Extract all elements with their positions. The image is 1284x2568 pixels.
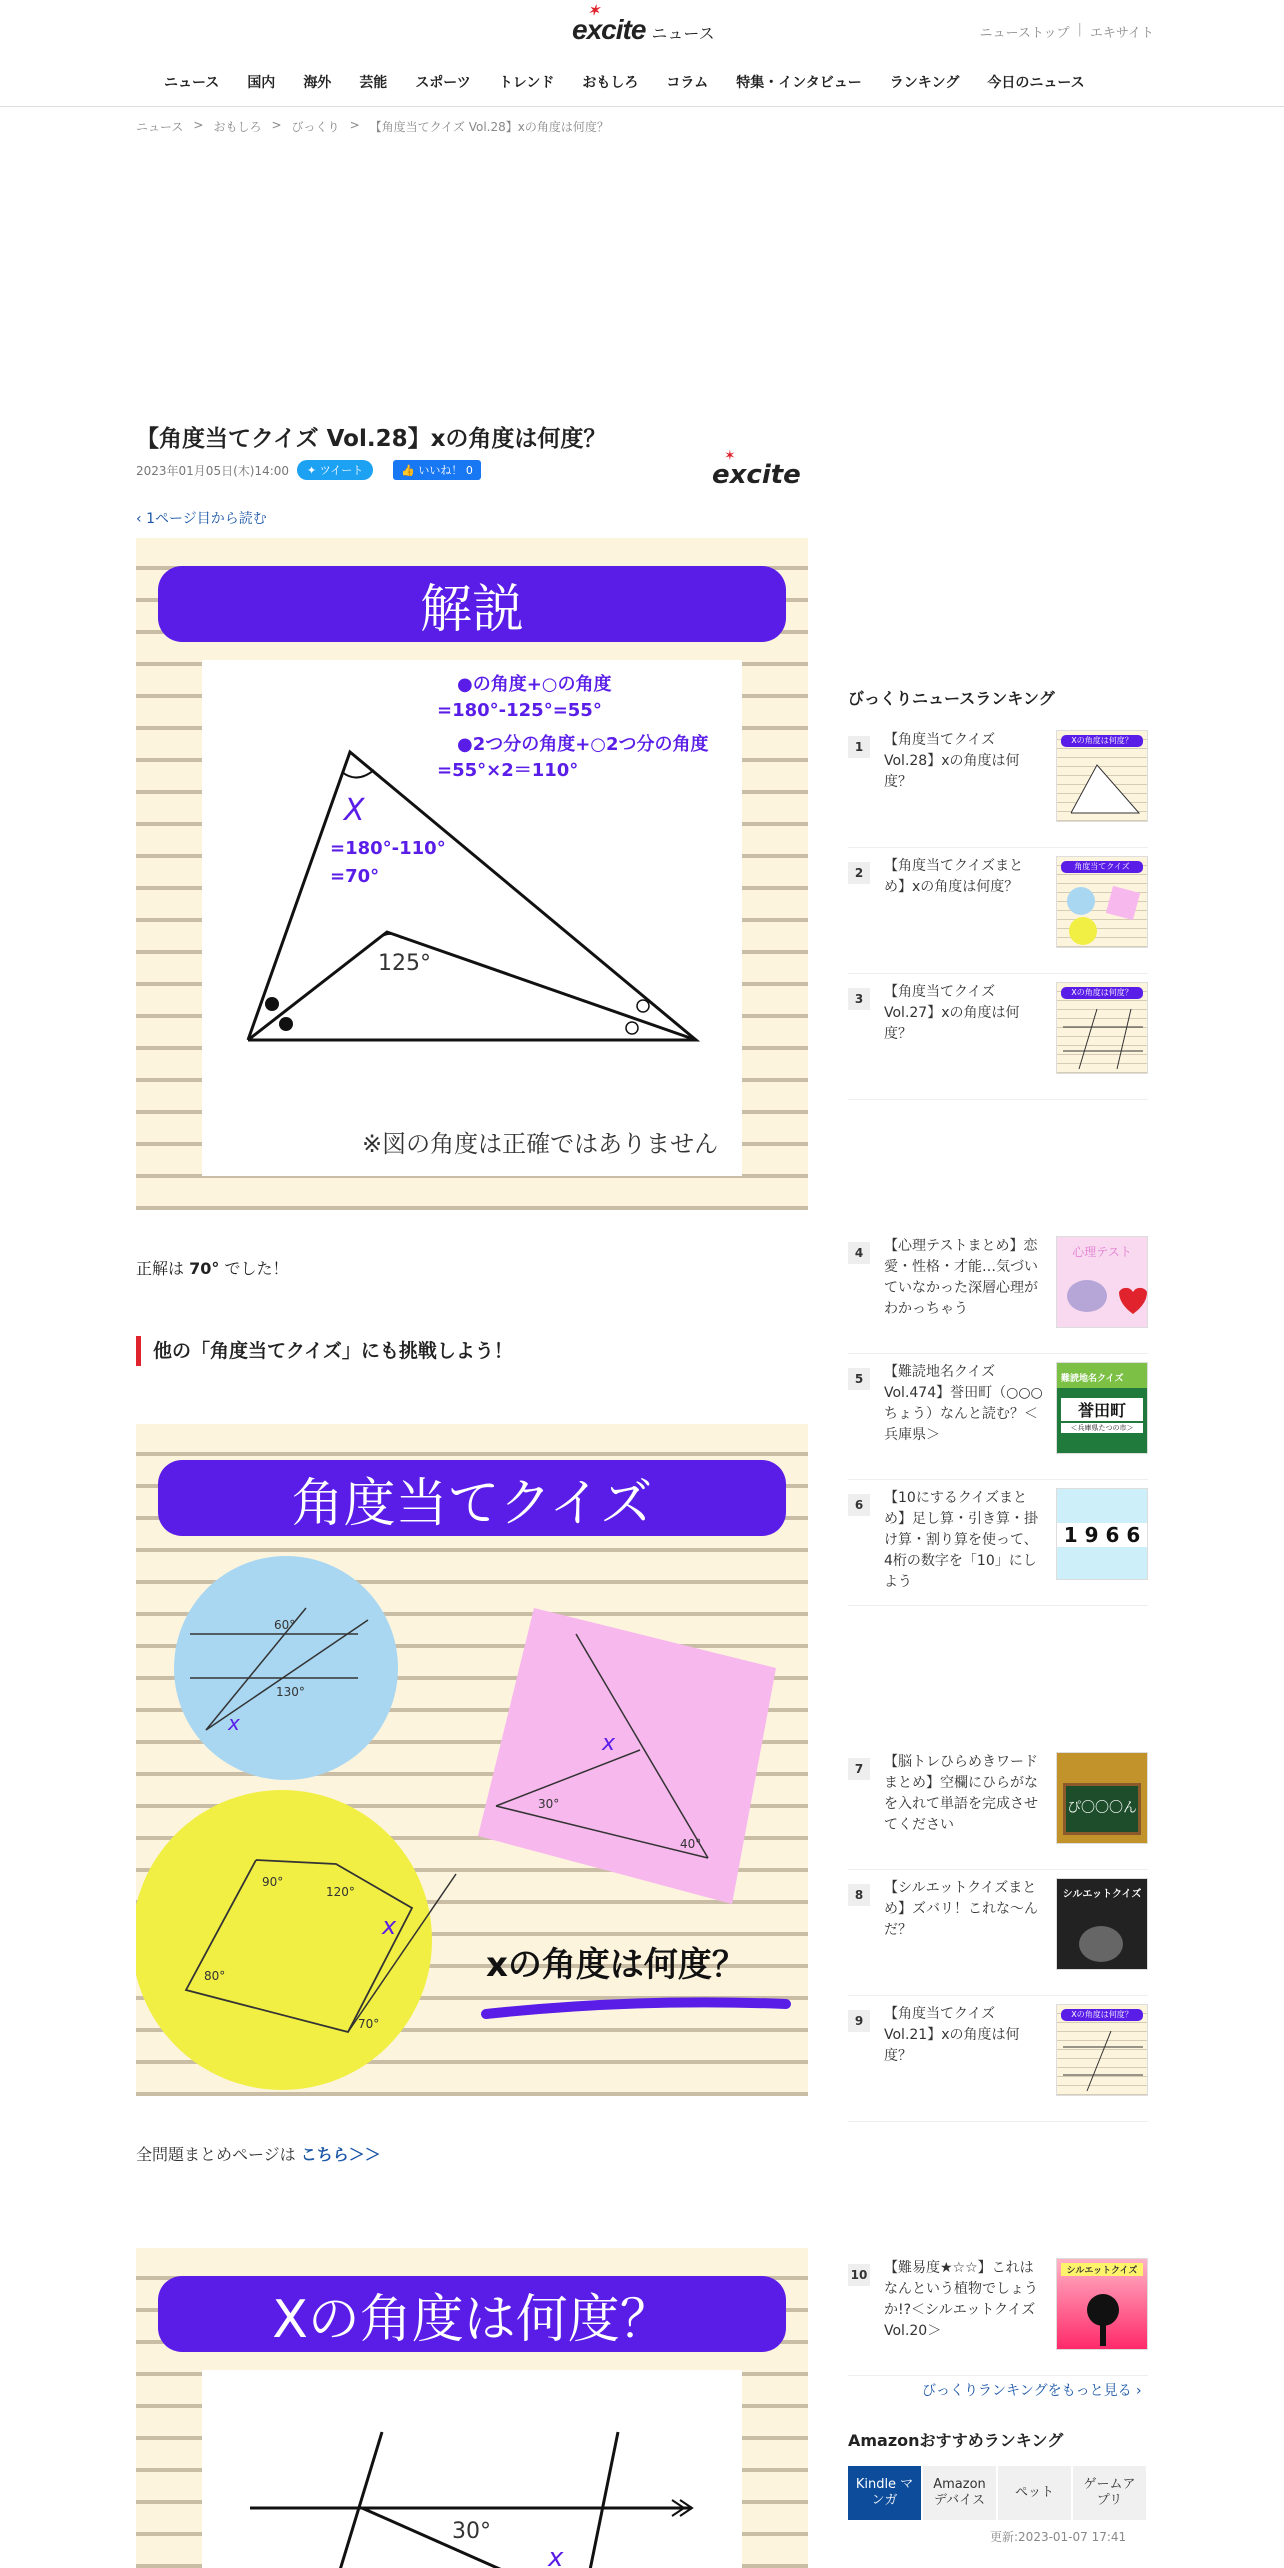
quiz-diagram (202, 2370, 742, 2568)
angle-arc-125 (374, 934, 402, 942)
ranking-item[interactable] (848, 2004, 1148, 2122)
dot-mark-2 (279, 1017, 293, 1031)
pink-square (478, 1608, 776, 1904)
angle-70-label: 70° (358, 2017, 380, 2031)
rank-thumbnail (1056, 2004, 1148, 2096)
quiz-caption: xの角度は何度？ (486, 1945, 746, 1985)
breadcrumb-sep: > (349, 118, 360, 132)
tab-pets[interactable]: ペット (998, 2466, 1073, 2520)
caption-underline (486, 2002, 786, 2014)
tab-amazon-devices[interactable]: Amazonデバイス (923, 2466, 998, 2520)
rank-title: 【角度当てクイズまとめ】xの角度は何度？ (884, 858, 1024, 895)
x-calc-2: =70° (330, 866, 380, 887)
article-meta (136, 460, 481, 480)
image-banner (158, 566, 786, 642)
chevron-right-icon: › (1131, 2383, 1142, 2399)
nav-item-entertainment[interactable]: 芸能 (359, 75, 388, 91)
answer-value: 70° (189, 1259, 220, 1278)
ranking-item[interactable] (848, 1488, 1148, 1606)
triangle-diagram (202, 660, 742, 1176)
angle-120-label: 120° (326, 1885, 355, 1899)
logo-sub: ニュース (651, 23, 715, 43)
tweet-button[interactable] (297, 460, 373, 480)
thumb-badge: 難読地名クイズ (1057, 1363, 1147, 1388)
nav-item-world[interactable]: 海外 (303, 75, 332, 91)
nav-item-news[interactable]: ニュース (164, 75, 220, 91)
updated-timestamp: 更新:2023-01-07 17:41 (990, 2530, 1127, 2544)
x-label: X (344, 793, 365, 828)
all-questions-text (136, 2142, 381, 2165)
rank-thumbnail (1056, 1878, 1148, 1970)
diagram-panel (202, 660, 742, 1176)
brain-heart-icon (1057, 1260, 1147, 1320)
breadcrumb-sep: > (271, 118, 282, 132)
breadcrumb-item[interactable]: おもしろ (213, 120, 262, 134)
ranking-item[interactable] (848, 1878, 1148, 1996)
explain-line-4: =55°×2＝110° (437, 760, 579, 781)
explain-line-1: ●の角度+○の角度 (457, 674, 612, 695)
amazon-tabs (848, 2466, 1148, 2520)
rank-thumbnail (1056, 2258, 1148, 2350)
diagram-panel (202, 2370, 742, 2568)
rank-number: 5 (848, 1368, 870, 1390)
thumb-banner: Xの角度は何度？ (1061, 987, 1143, 999)
article-logo (712, 448, 801, 490)
silhouette-icon (1057, 1900, 1147, 1970)
like-button[interactable] (393, 460, 481, 480)
nav-item-sports[interactable]: スポーツ (415, 75, 471, 91)
answer-text (136, 1256, 288, 1279)
rank-title: 【難易度★☆☆】これはなんという植物でしょうか!?＜シルエットクイズ Vol.20＞ (884, 2260, 1038, 2339)
rank-title: 【角度当てクイズ Vol.21】xの角度は何度？ (884, 2006, 1020, 2064)
ranking-item[interactable] (848, 2258, 1148, 2376)
rank-number: 1 (848, 736, 870, 758)
x-label: x (548, 2543, 564, 2568)
breadcrumb-item[interactable]: ニュース (136, 120, 184, 134)
thumb-silhouette-label: シルエットクイズ (1062, 1889, 1142, 1900)
thumbs-up-icon: 👍 (401, 464, 419, 477)
nav-item-today[interactable]: 今日のニュース (987, 75, 1085, 91)
x-label-c: x (382, 1912, 397, 1940)
angle-30-label: 30° (452, 2519, 491, 2544)
chevron-left-icon: ‹ (136, 511, 147, 527)
banner-text: 角度当てクイズ (291, 1473, 653, 1534)
angle-30-label: 30° (538, 1797, 560, 1811)
ranking-item[interactable] (848, 856, 1148, 974)
angle-arc-x (342, 770, 374, 778)
nav-item-funny[interactable]: おもしろ (582, 75, 639, 91)
breadcrumb (136, 118, 609, 135)
site-header (0, 0, 1284, 107)
thumb-label: 心理テスト (1072, 1245, 1132, 1259)
top-links (980, 22, 1154, 41)
plant-silhouette-icon (1057, 2280, 1147, 2350)
rank-title: 【シルエットクイズまとめ】ズバリ！これな〜んだ？ (884, 1880, 1038, 1938)
next-quiz-image (136, 2248, 808, 2568)
thumb-triangle (1057, 751, 1147, 821)
yellow-circle (136, 1790, 432, 2090)
logo-text: excite (572, 14, 646, 45)
global-nav (150, 72, 1099, 92)
back-to-page1-link[interactable] (136, 508, 267, 528)
tweet-label: ツイート (319, 464, 364, 477)
angle-40-label: 40° (680, 1837, 702, 1851)
thumb-lines (1057, 1003, 1147, 1073)
excite-link[interactable]: エキサイト (1089, 26, 1154, 41)
more-ranking-link[interactable] (922, 2380, 1142, 2400)
rank-title: 【角度当てクイズ Vol.28】xの角度は何度？ (884, 732, 1020, 790)
breadcrumb-current: 【角度当てクイズ Vol.28】xの角度は何度？ (369, 120, 609, 134)
rank-number: 9 (848, 2010, 870, 2032)
rank-number: 3 (848, 988, 870, 1010)
amazon-ranking-title: Amazonおすすめランキング (848, 2431, 1064, 2450)
all-questions-link[interactable]: こちら＞＞ (300, 2145, 381, 2164)
quiz-collection-illustration (136, 1424, 808, 2096)
back-link-label: 1ページ目から読む (146, 511, 267, 527)
breadcrumb-item[interactable]: びっくり (291, 120, 340, 134)
nav-item-feature[interactable]: 特集・インタビュー (736, 75, 862, 91)
rank-thumbnail (1056, 856, 1148, 948)
ranking-item[interactable] (848, 1362, 1148, 1480)
explain-line-3: ●2つ分の角度+○2つ分の角度 (457, 734, 709, 755)
thumb-digits: 1 9 6 6 (1057, 1523, 1147, 1547)
thumb-banner: 角度当てクイズ (1061, 861, 1143, 873)
rank-number: 10 (848, 2264, 870, 2286)
answer-suffix: でした！ (224, 1259, 289, 1278)
angle-125-label: 125° (378, 951, 431, 976)
rank-title: 【10にするクイズまとめ】足し算・引き算・掛け算・割り算を使って、4桁の数字を「10」にしよう (884, 1490, 1038, 1590)
thumb-banner: Xの角度は何度？ (1061, 2009, 1143, 2021)
ranking-item[interactable] (848, 1752, 1148, 1870)
breadcrumb-sep: > (193, 118, 204, 132)
more-ranking-label: びっくりランキングをもっと見る (922, 2383, 1132, 2399)
nav-item-trend[interactable]: トレンド (498, 75, 555, 91)
ranking-item[interactable] (848, 730, 1148, 848)
all-link-prefix: 全問題まとめページは (136, 2145, 296, 2164)
article-logo-text: excite (712, 460, 801, 490)
dot-mark-1 (265, 997, 279, 1011)
x-calc-1: =180°-110° (330, 838, 446, 859)
rank-thumbnail (1056, 1488, 1148, 1580)
logo-spark-icon: ✶ (588, 2, 599, 18)
thumb-pref: ＜兵庫県たつの市＞ (1061, 1423, 1143, 1433)
section-heading: 他の「角度当てクイズ」にも挑戦しよう！ (136, 1336, 513, 1366)
angle-130-label: 130° (276, 1685, 305, 1699)
like-label: いいね！ 0 (418, 464, 473, 477)
quiz-collection-image[interactable] (136, 1424, 808, 2096)
article-date: 2023年01月05日(木)14:00 (136, 463, 290, 478)
angle-80-label: 80° (204, 1969, 226, 1983)
nav-item-domestic[interactable]: 国内 (247, 75, 276, 91)
ranking-item[interactable] (848, 1236, 1148, 1354)
rank-thumbnail (1056, 730, 1148, 822)
thumb-lines (1057, 2025, 1147, 2095)
diagram-note: ※図の角度は正確ではありません (362, 1130, 719, 1158)
rank-number: 2 (848, 862, 870, 884)
outer-triangle (248, 752, 696, 1040)
x-label-a: x (228, 1711, 240, 1735)
rank-number: 8 (848, 1884, 870, 1906)
article-title: 【角度当てクイズ Vol.28】xの角度は何度？ (136, 426, 607, 452)
thumb-word: ぴ〇〇〇ん (1067, 1800, 1137, 1816)
angle-60-label: 60° (274, 1618, 296, 1632)
thumb-banner: Xの角度は何度？ (1061, 735, 1143, 747)
circle-mark-1 (637, 1000, 649, 1012)
rank-title: 【難読地名クイズ Vol.474】誉田町（○○○ちょう）なんと読む？＜兵庫県＞ (884, 1364, 1043, 1443)
rank-number: 4 (848, 1242, 870, 1264)
image-banner (158, 2276, 786, 2352)
rank-thumbnail (1056, 1236, 1148, 1328)
rank-title: 【角度当てクイズ Vol.27】xの角度は何度？ (884, 984, 1020, 1042)
news-top-link[interactable]: ニューストップ (979, 26, 1070, 41)
ranking-item[interactable] (848, 982, 1148, 1100)
rank-number: 7 (848, 1758, 870, 1780)
tab-kindle-manga[interactable]: Kindle マンガ (848, 2466, 923, 2520)
ranking-title: びっくりニュースランキング (848, 689, 1055, 708)
banner-text: Xの角度は何度？ (272, 2289, 672, 2350)
explanation-image (136, 538, 808, 1210)
angle-90-label: 90° (262, 1875, 284, 1889)
explain-line-2: =180°-125°=55° (437, 700, 602, 721)
tab-game-apps[interactable]: ゲームアプリ (1073, 2466, 1148, 2520)
rank-title: 【脳トレひらめきワードまとめ】空欄にひらがなを入れて単語を完成させてください (884, 1754, 1038, 1833)
bird-icon: ✦ (307, 464, 320, 477)
circle-mark-2 (626, 1022, 638, 1034)
nav-item-column[interactable]: コラム (666, 75, 709, 91)
thumb-place: 誉田町 (1061, 1398, 1143, 1421)
thumb-shapes (1057, 877, 1147, 947)
rank-title: 【心理テストまとめ】恋愛・性格・才能…気づいていなかった深層心理がわかっちゃう (884, 1238, 1038, 1317)
x-label-b: x (602, 1731, 616, 1756)
divider: | (1077, 22, 1082, 37)
rank-thumbnail (1056, 982, 1148, 1074)
answer-prefix: 正解は (136, 1259, 185, 1278)
site-logo[interactable] (572, 2, 715, 46)
logo-spark-icon: ✶ (724, 448, 736, 464)
banner-text: 解説 (419, 579, 524, 640)
thumb-silhouette-label: シルエットクイズ (1061, 2263, 1143, 2276)
nav-item-ranking[interactable]: ランキング (889, 75, 960, 91)
rank-thumbnail (1056, 1362, 1148, 1454)
blue-circle (174, 1556, 398, 1780)
rank-thumbnail (1056, 1752, 1148, 1844)
rank-number: 6 (848, 1494, 870, 1516)
